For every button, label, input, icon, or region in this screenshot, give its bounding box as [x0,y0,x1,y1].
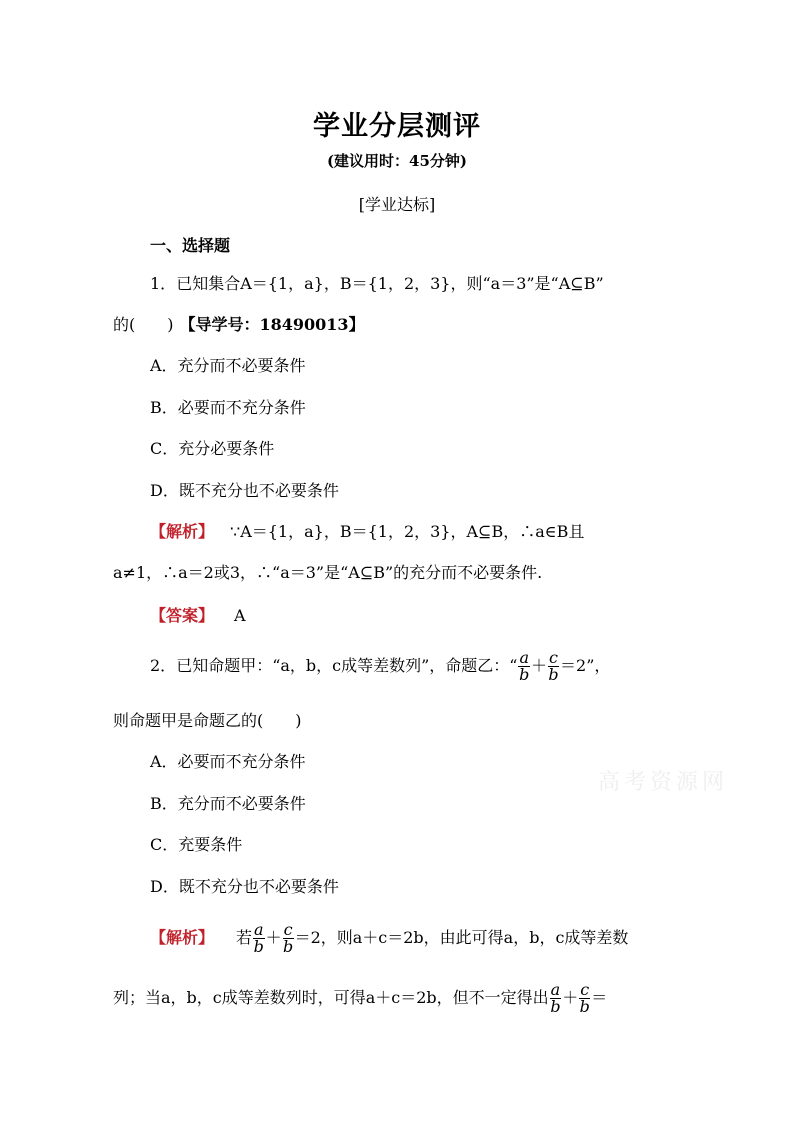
denominator: b [579,997,590,1016]
part-heading: 一、选择题 [150,236,231,255]
fraction-c-over-b [283,922,294,955]
denominator: b [550,997,561,1016]
denominator: b [519,665,530,684]
analysis-text: ∵A＝{1，a}，B＝{1，2，3}，A⊆B，∴a∈B且 [230,522,585,541]
plus-sign: ＋ [265,928,282,947]
option-d: D．既不充分也不必要条件 [150,877,339,896]
numerator: a [550,980,561,999]
analysis-1 [150,521,584,543]
option-c: C．充分必要条件 [150,439,275,458]
page-title: 学业分层测评 [313,111,481,142]
section-label: [学业达标] [358,195,436,214]
question-text: ＝2”， [560,656,611,675]
time-suggestion: (建议用时：45分钟) [326,152,468,170]
analysis-text: 若 [236,928,253,947]
option-d: D．既不充分也不必要条件 [150,481,339,500]
question-1-stem-cont [113,314,365,336]
option-b: B．必要而不充分条件 [150,398,306,417]
numerator: a [254,920,264,939]
plus-sign: ＋ [562,988,579,1007]
question-text: 的( ) [113,315,174,334]
denominator: b [548,665,559,684]
numerator: a [519,648,530,667]
numerator: c [580,980,590,999]
option-c: C．充要条件 [150,835,243,854]
analysis-text: ＝2，则a＋c＝2b，由此可得a，b，c成等差数 [294,928,629,947]
question-text: 已知命题甲：“a，b，c成等差数列”，命题乙：“ [176,656,518,675]
answer-tag: 【答案】 [150,606,215,625]
option-a: A．充分而不必要条件 [150,356,306,375]
question-2-stem-cont: 则命题甲是命题乙的( ) [113,711,302,730]
denominator: b [282,937,294,956]
denominator: b [253,937,264,956]
analysis-tag: 【解析】 [150,928,215,947]
analysis-1-cont: a≠1，∴a＝2或3，∴“a＝3”是“A⊆B”的充分而不必要条件. [113,563,543,582]
fraction-a-over-b [253,922,265,955]
question-number: 1． [150,274,177,293]
fraction-c-over-b [579,982,590,1015]
numerator: c [283,920,293,939]
question-number: 2． [150,656,177,675]
fraction-a-over-b [550,982,562,1015]
fraction-a-over-b [518,650,530,683]
option-a: A．必要而不充分条件 [150,752,306,771]
analysis-2 [150,922,628,955]
plus-sign: ＋ [531,656,548,675]
analysis-tag: 【解析】 [150,522,215,541]
guide-number: 【导学号：18490013】 [179,315,365,334]
analysis-text: 列；当a，b，c成等差数列时，可得a＋c＝2b，但不一定得出 [113,988,549,1007]
numerator: c [549,648,559,667]
option-b: B．充分而不必要条件 [150,794,306,813]
analysis-text: ＝ [591,988,608,1007]
question-text: 已知集合A＝{1，a}，B＝{1，2，3}，则“a＝3”是“A⊆B” [176,274,604,293]
watermark: 高考资源网 [598,770,729,795]
question-1-stem [150,273,604,295]
analysis-2-cont [113,982,607,1015]
question-2-stem [150,650,610,683]
fraction-c-over-b [548,650,559,683]
answer-value: A [234,606,246,625]
answer-1 [150,605,246,627]
